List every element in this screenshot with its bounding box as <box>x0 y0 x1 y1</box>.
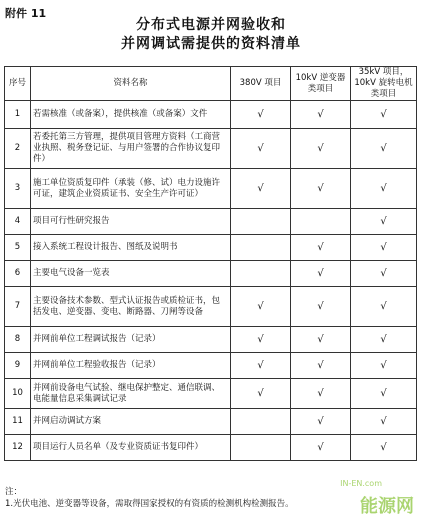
row-name: 并网前单位工程验收报告（记录） <box>31 353 231 379</box>
row-number: 7 <box>5 287 31 327</box>
table-row <box>5 379 417 409</box>
check-380v <box>231 209 291 235</box>
check-10kv: √ <box>291 129 351 169</box>
check-10kv <box>291 209 351 235</box>
row-name: 主要电气设备一览表 <box>31 261 231 287</box>
document-title-line1: 分布式电源并网验收和 <box>136 17 286 33</box>
header-35kv: 35kV 项目，10kV 旋转电机类项目 <box>351 67 417 101</box>
check-380v <box>231 409 291 435</box>
check-380v: √ <box>231 129 291 169</box>
check-380v: √ <box>231 101 291 129</box>
attachment-label: 附件 11 <box>5 7 47 20</box>
row-name: 接入系统工程设计报告、图纸及说明书 <box>31 235 231 261</box>
row-number: 1 <box>5 101 31 129</box>
check-35kv: √ <box>351 129 417 169</box>
check-35kv: √ <box>351 261 417 287</box>
check-380v <box>231 435 291 461</box>
row-number: 2 <box>5 129 31 169</box>
table-header-row <box>5 67 417 101</box>
row-number: 8 <box>5 327 31 353</box>
check-380v: √ <box>231 353 291 379</box>
check-380v: √ <box>231 287 291 327</box>
check-10kv: √ <box>291 235 351 261</box>
row-number: 12 <box>5 435 31 461</box>
row-number: 6 <box>5 261 31 287</box>
table-row <box>5 261 417 287</box>
table-row <box>5 287 417 327</box>
row-name: 若委托第三方管理，提供项目管理方资料（工商营业执照、税务登记证、与用户签署的合作协议复印件） <box>31 129 231 169</box>
row-name: 项目运行人员名单（及专业资质证书复印件） <box>31 435 231 461</box>
check-380v: √ <box>231 169 291 209</box>
table-row <box>5 409 417 435</box>
watermark-logo: 能源网 <box>360 496 414 517</box>
check-35kv: √ <box>351 209 417 235</box>
check-380v <box>231 261 291 287</box>
table-row <box>5 129 417 169</box>
check-35kv: √ <box>351 235 417 261</box>
footnote-label: 注： <box>5 487 23 497</box>
table-row <box>5 435 417 461</box>
row-number: 10 <box>5 379 31 409</box>
check-380v <box>231 235 291 261</box>
row-name: 并网启动调试方案 <box>31 409 231 435</box>
table-row <box>5 235 417 261</box>
check-10kv: √ <box>291 435 351 461</box>
check-35kv: √ <box>351 169 417 209</box>
row-name: 施工单位资质复印件（承装（修、试）电力设施许可证，建筑企业资质证书、安全生产许可证） <box>31 169 231 209</box>
table-row <box>5 209 417 235</box>
check-10kv: √ <box>291 327 351 353</box>
check-10kv: √ <box>291 101 351 129</box>
row-number: 3 <box>5 169 31 209</box>
row-number: 11 <box>5 409 31 435</box>
check-35kv: √ <box>351 379 417 409</box>
row-number: 5 <box>5 235 31 261</box>
table-row <box>5 101 417 129</box>
header-380v: 380V 项目 <box>231 67 291 101</box>
footnote-text: 1.光伏电池、逆变器等设备，需取得国家授权的有资质的检测机构检测报告。 <box>5 499 294 509</box>
header-10kv: 10kV 逆变器类项目 <box>291 67 351 101</box>
table-row <box>5 353 417 379</box>
check-35kv: √ <box>351 101 417 129</box>
check-35kv: √ <box>351 409 417 435</box>
header-seq: 序号 <box>5 67 31 101</box>
row-number: 9 <box>5 353 31 379</box>
document-title-line2: 并网调试需提供的资料清单 <box>121 36 301 52</box>
check-10kv: √ <box>291 169 351 209</box>
check-35kv: √ <box>351 327 417 353</box>
check-35kv: √ <box>351 353 417 379</box>
row-name: 并网前设备电气试验、继电保护整定、通信联调、电能量信息采集调试记录 <box>31 379 231 409</box>
row-name: 主要设备技术参数、型式认证报告或质检证书，包括发电、逆变器、变电、断路器、刀闸等设备 <box>31 287 231 327</box>
check-10kv: √ <box>291 353 351 379</box>
check-10kv: √ <box>291 409 351 435</box>
row-name: 并网前单位工程调试报告（记录） <box>31 327 231 353</box>
check-380v: √ <box>231 327 291 353</box>
watermark-url: IN-EN.com <box>340 479 382 488</box>
materials-table <box>4 66 417 461</box>
check-35kv: √ <box>351 287 417 327</box>
check-35kv: √ <box>351 435 417 461</box>
row-name: 项目可行性研究报告 <box>31 209 231 235</box>
row-name: 若需核准（或备案），提供核准（或备案）文件 <box>31 101 231 129</box>
check-380v: √ <box>231 379 291 409</box>
header-name: 资料名称 <box>31 67 231 101</box>
check-10kv: √ <box>291 287 351 327</box>
footnote <box>5 486 294 510</box>
check-10kv: √ <box>291 379 351 409</box>
table-row <box>5 327 417 353</box>
table-row <box>5 169 417 209</box>
row-number: 4 <box>5 209 31 235</box>
check-10kv: √ <box>291 261 351 287</box>
